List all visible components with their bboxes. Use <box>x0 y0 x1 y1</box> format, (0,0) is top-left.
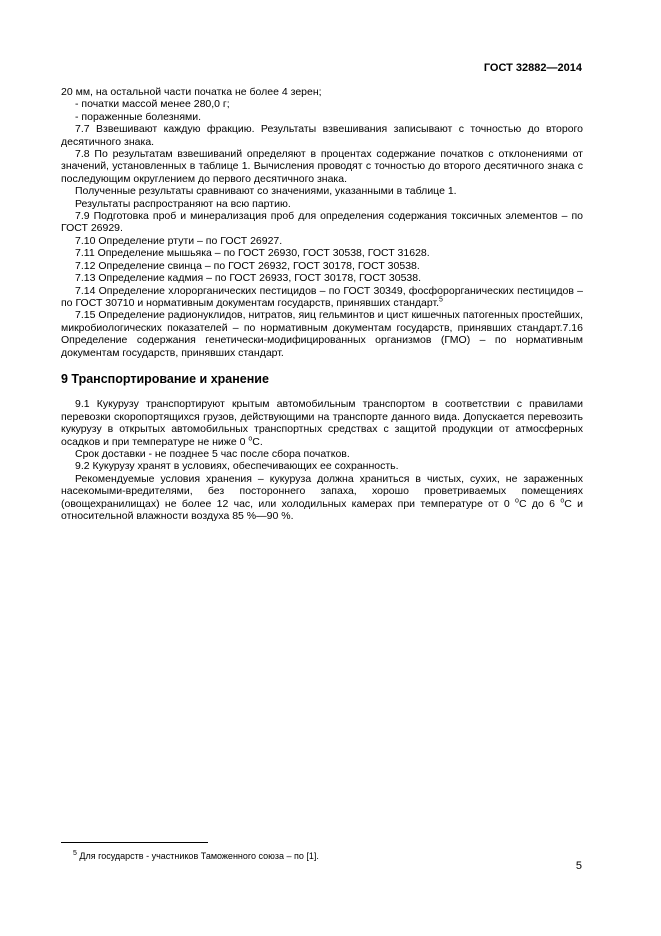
paragraph: - пораженные болезнями. <box>75 110 202 123</box>
paragraph-text: 9.1 Кукурузу транспортируют крытым автомобильным транспортом в соответствии с правилами перевозки скоропортящихся грузов, действующими на транспорте данного вида. Допускается перевозить кукурузу в открытых автомобильных транспортных средствах с защитой продукции от атмосферных осадков и при температуре не ниже 0 <box>61 398 583 448</box>
paragraph: 7.11 Определение мышьяка – по ГОСТ 26930, ГОСТ 30538, ГОСТ 31628. <box>75 247 430 260</box>
paragraph-text: Рекомендуемые условия хранения – кукуруза должна храниться в чистых, сухих, не зараженных насекомыми-вредителями, без постороннего запаха, хорошо проветриваемых помещениях (овощехранилищах) не более 12 час, или холодильных камерах при температуре от 0 <box>61 472 583 510</box>
footnote <box>61 851 319 862</box>
paragraph: 7.7 Взвешивают каждую фракцию. Результаты взвешивания записывают с точностью до второго десятичного знака. <box>61 123 583 148</box>
paragraph: 7.12 Определение свинца – по ГОСТ 26932, ГОСТ 30178, ГОСТ 30538. <box>75 259 420 272</box>
paragraph-text: С до 6 <box>518 497 561 510</box>
paragraph-7-14 <box>61 285 583 310</box>
paragraph-9-1 <box>61 398 583 448</box>
paragraph: 7.13 Определение кадмия – по ГОСТ 26933, ГОСТ 30178, ГОСТ 30538. <box>75 272 422 285</box>
paragraph-text: 7.14 Определение хлорорганических пестицидов – по ГОСТ 30349, фосфорорганических пестицидов – по ГОСТ 30710 и нормативным документам государств, принявших стандарт. <box>61 284 583 309</box>
degree-sign: о <box>248 435 253 443</box>
paragraph: 9.2 Кукурузу хранят в условиях, обеспечивающих ее сохранность. <box>75 460 399 473</box>
document-body <box>61 86 583 522</box>
paragraph: 7.15 Определение радионуклидов, нитратов, яиц гельминтов и цист кишечных патогенных простейших, микробиологических показателей – по нормативным документам государств, принявших стандарт.7.16 Определение содержания генетически-модифицированных организмов (ГМО) – по нормативным документам государств, принявших стандарт. <box>61 309 583 359</box>
paragraph: 7.9 Подготовка проб и минерализация проб для определения содержания токсичных элементов – по ГОСТ 26929. <box>61 210 583 235</box>
paragraph: Полученные результаты сравнивают со значениями, указанными в таблице 1. <box>75 185 457 198</box>
paragraph: - початки массой менее 280,0 г; <box>75 98 230 111</box>
paragraph-storage-conditions <box>61 473 583 523</box>
section-title: 9 Транспортирование и хранение <box>61 371 269 386</box>
footnote-reference: 5 <box>439 296 443 304</box>
paragraph: Срок доставки - не позднее 5 час после сбора початков. <box>75 447 350 460</box>
footnote-number: 5 <box>73 850 77 857</box>
degree-sign: о <box>515 497 519 505</box>
paragraph-text: С. <box>252 435 263 448</box>
footnote-divider <box>61 842 208 843</box>
paragraph: 7.10 Определение ртути – по ГОСТ 26927. <box>75 234 283 247</box>
document-id-header: ГОСТ 32882—2014 <box>483 62 582 74</box>
paragraph: Результаты распространяют на всю партию. <box>75 197 291 210</box>
degree-sign: о <box>560 497 565 505</box>
page-number: 5 <box>575 860 582 872</box>
paragraph-text: С и относительной влажности воздуха 85 %—90 %. <box>61 497 583 522</box>
paragraph: 7.8 По результатам взвешиваний определяют в процентах содержание початков с отклонениями от значений, установленных в таблице 1. Вычисления проводят с точностью до второго десятичного знака с последующим округлением до первого десятичного знака. <box>61 148 583 185</box>
footnote-text: Для государств - участников Таможенного союза – по [1]. <box>76 851 319 861</box>
paragraph: 20 мм, на остальной части початка не более 4 зерен; <box>61 86 322 98</box>
